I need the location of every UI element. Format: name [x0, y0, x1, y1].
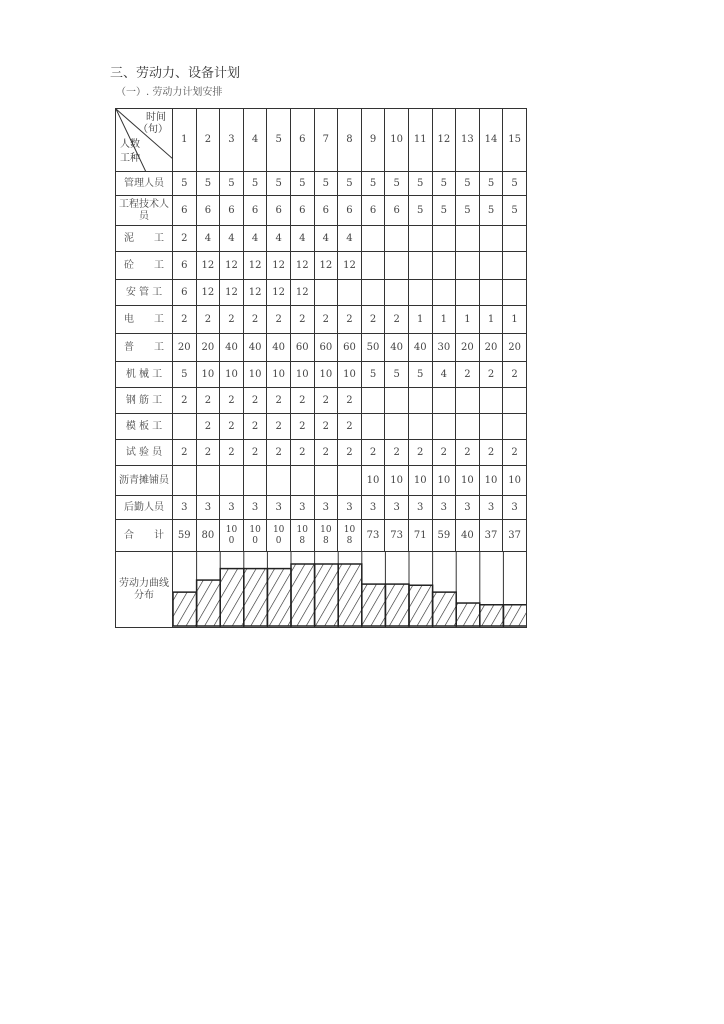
table-cell: 59	[432, 520, 456, 552]
table-cell: 10	[456, 466, 480, 496]
table-cell: 5	[408, 196, 432, 226]
labor-curve-bar	[267, 569, 291, 626]
table-cell	[385, 414, 409, 440]
table-cell: 5	[385, 172, 409, 196]
table-cell: 71	[408, 520, 432, 552]
table-cell: 12	[243, 252, 267, 280]
table-cell: 2	[220, 306, 244, 334]
table-cell: 2	[338, 306, 362, 334]
table-cell	[361, 280, 385, 306]
table-cell: 10	[338, 362, 362, 388]
table-cell: 3	[432, 496, 456, 520]
table-cell: 2	[290, 414, 314, 440]
table-cell: 2	[314, 414, 338, 440]
table-cell	[173, 466, 197, 496]
table-cell: 10	[503, 466, 527, 496]
table-cell: 4	[243, 226, 267, 252]
column-header-period: 4	[243, 109, 267, 172]
table-cell: 20	[196, 334, 220, 362]
table-cell: 2	[290, 388, 314, 414]
table-cell	[385, 226, 409, 252]
table-cell	[385, 280, 409, 306]
table-row	[116, 196, 527, 226]
labor-curve-bar	[220, 569, 244, 626]
table-cell: 2	[408, 440, 432, 466]
table-cell: 12	[338, 252, 362, 280]
table-cell	[338, 280, 362, 306]
labor-curve-row	[116, 552, 527, 628]
table-cell: 2	[338, 440, 362, 466]
table-cell: 2	[267, 388, 291, 414]
table-cell: 1	[432, 306, 456, 334]
table-cell: 6	[173, 280, 197, 306]
table-cell	[456, 226, 480, 252]
table-cell	[503, 252, 527, 280]
table-cell: 37	[503, 520, 527, 552]
table-cell: 2	[314, 440, 338, 466]
table-cell	[432, 280, 456, 306]
labor-curve-svg	[173, 552, 526, 628]
column-header-period: 8	[338, 109, 362, 172]
column-header-period: 5	[267, 109, 291, 172]
column-header-period: 3	[220, 109, 244, 172]
table-cell	[196, 466, 220, 496]
table-cell: 2	[243, 440, 267, 466]
table-cell	[408, 414, 432, 440]
table-cell: 10	[408, 466, 432, 496]
table-cell: 5	[196, 172, 220, 196]
table-cell	[290, 466, 314, 496]
table-cell: 2	[290, 306, 314, 334]
column-header-period: 7	[314, 109, 338, 172]
table-cell: 2	[196, 306, 220, 334]
table-cell: 6	[173, 252, 197, 280]
table-cell: 40	[385, 334, 409, 362]
total-row	[116, 520, 527, 552]
table-cell	[479, 414, 503, 440]
table-cell: 3	[385, 496, 409, 520]
table-cell: 80	[196, 520, 220, 552]
table-cell: 100	[267, 520, 291, 552]
labor-curve-bar	[338, 564, 362, 626]
table-cell: 3	[503, 496, 527, 520]
table-cell: 2	[267, 306, 291, 334]
curve-label: 劳动力曲线分布	[116, 552, 173, 628]
column-header-period: 1	[173, 109, 197, 172]
table-cell: 2	[196, 388, 220, 414]
table-row	[116, 226, 527, 252]
table-cell: 5	[503, 172, 527, 196]
row-label: 沥青摊铺员	[116, 466, 173, 496]
table-cell: 2	[385, 440, 409, 466]
table-cell: 6	[173, 196, 197, 226]
table-cell: 20	[456, 334, 480, 362]
table-cell: 10	[243, 362, 267, 388]
table-cell: 10	[220, 362, 244, 388]
table-cell: 5	[361, 172, 385, 196]
table-cell	[456, 252, 480, 280]
table-cell	[432, 226, 456, 252]
table-cell: 1	[408, 306, 432, 334]
labor-curve-bar	[480, 605, 504, 626]
table-cell: 3	[314, 496, 338, 520]
table-row	[116, 280, 527, 306]
table-cell: 2	[267, 414, 291, 440]
table-cell: 10	[290, 362, 314, 388]
corner-label-period: （旬）	[138, 124, 168, 135]
table-cell: 10	[196, 362, 220, 388]
table-cell: 2	[267, 440, 291, 466]
table-cell	[479, 280, 503, 306]
row-label: 普 工	[116, 334, 173, 362]
table-cell: 60	[290, 334, 314, 362]
table-row	[116, 252, 527, 280]
table-cell: 5	[314, 172, 338, 196]
table-cell: 5	[290, 172, 314, 196]
column-header-period: 13	[456, 109, 480, 172]
column-header-period: 6	[290, 109, 314, 172]
table-cell: 5	[361, 362, 385, 388]
table-cell: 2	[220, 414, 244, 440]
table-cell	[408, 280, 432, 306]
table-cell: 3	[220, 496, 244, 520]
table-cell: 12	[243, 280, 267, 306]
table-cell: 3	[243, 496, 267, 520]
row-label: 后勤人员	[116, 496, 173, 520]
table-cell: 5	[479, 172, 503, 196]
table-cell: 5	[267, 172, 291, 196]
table-cell: 12	[290, 252, 314, 280]
row-label: 电 工	[116, 306, 173, 334]
table-cell: 12	[220, 280, 244, 306]
table-cell: 2	[503, 440, 527, 466]
table-cell: 2	[338, 388, 362, 414]
table-cell	[361, 388, 385, 414]
table-cell: 12	[196, 280, 220, 306]
column-header-period: 9	[361, 109, 385, 172]
table-cell: 4	[338, 226, 362, 252]
table-cell: 12	[220, 252, 244, 280]
column-header-period: 15	[503, 109, 527, 172]
table-cell: 2	[479, 362, 503, 388]
table-cell: 2	[196, 414, 220, 440]
table-cell: 2	[503, 362, 527, 388]
table-cell: 2	[173, 306, 197, 334]
table-cell	[479, 226, 503, 252]
table-cell: 40	[267, 334, 291, 362]
table-cell	[432, 252, 456, 280]
table-cell	[361, 226, 385, 252]
table-cell: 2	[432, 440, 456, 466]
column-header-period: 10	[385, 109, 409, 172]
row-label: 工程技术人员	[116, 196, 173, 226]
column-header-period: 12	[432, 109, 456, 172]
table-cell: 40	[243, 334, 267, 362]
table-cell: 2	[173, 226, 197, 252]
table-cell: 5	[385, 362, 409, 388]
subsection-heading: （一）. 劳动力计划安排	[116, 87, 223, 98]
header-corner-cell	[116, 109, 173, 172]
table-cell: 2	[456, 362, 480, 388]
table-cell: 40	[456, 520, 480, 552]
table-cell: 10	[479, 466, 503, 496]
row-label: 砼 工	[116, 252, 173, 280]
table-cell	[267, 466, 291, 496]
table-cell: 12	[314, 252, 338, 280]
column-header-period: 2	[196, 109, 220, 172]
corner-label-count: 人数	[120, 139, 140, 150]
table-cell: 10	[267, 362, 291, 388]
table-cell: 20	[173, 334, 197, 362]
row-label: 模 板 工	[116, 414, 173, 440]
table-cell: 59	[173, 520, 197, 552]
table-cell: 5	[220, 172, 244, 196]
table-cell: 20	[479, 334, 503, 362]
row-label: 管理人员	[116, 172, 173, 196]
table-cell: 5	[479, 196, 503, 226]
corner-label-time: 时间	[146, 112, 166, 123]
table-cell: 3	[479, 496, 503, 520]
table-cell: 73	[361, 520, 385, 552]
table-cell: 3	[456, 496, 480, 520]
table-cell: 4	[432, 362, 456, 388]
table-cell: 3	[267, 496, 291, 520]
table-cell	[456, 280, 480, 306]
table-cell: 5	[432, 196, 456, 226]
labor-curve-bar	[433, 592, 457, 626]
table-cell: 6	[267, 196, 291, 226]
table-cell: 2	[243, 306, 267, 334]
table-cell: 100	[220, 520, 244, 552]
row-label: 安 管 工	[116, 280, 173, 306]
table-cell	[456, 414, 480, 440]
table-cell	[338, 466, 362, 496]
table-cell: 37	[479, 520, 503, 552]
table-cell: 2	[220, 388, 244, 414]
table-cell	[432, 388, 456, 414]
table-cell: 2	[196, 440, 220, 466]
table-cell: 5	[432, 172, 456, 196]
table-cell: 2	[338, 414, 362, 440]
row-label: 泥 工	[116, 226, 173, 252]
table-cell: 12	[267, 280, 291, 306]
table-cell: 6	[338, 196, 362, 226]
table-cell: 4	[267, 226, 291, 252]
table-cell	[503, 388, 527, 414]
table-cell: 108	[338, 520, 362, 552]
column-header-period: 14	[479, 109, 503, 172]
table-cell	[432, 414, 456, 440]
table-cell	[408, 388, 432, 414]
table-cell: 6	[196, 196, 220, 226]
labor-curve-bar	[409, 585, 433, 626]
table-row	[116, 334, 527, 362]
table-row	[116, 466, 527, 496]
table-cell: 3	[290, 496, 314, 520]
table-cell: 2	[479, 440, 503, 466]
table-cell: 2	[173, 440, 197, 466]
labor-curve-bar	[362, 584, 386, 626]
table-cell: 12	[196, 252, 220, 280]
table-cell: 2	[314, 388, 338, 414]
table-cell: 60	[314, 334, 338, 362]
table-cell	[456, 388, 480, 414]
table-cell: 2	[361, 306, 385, 334]
table-cell	[503, 280, 527, 306]
column-header-period: 11	[408, 109, 432, 172]
table-cell: 6	[385, 196, 409, 226]
table-cell: 1	[503, 306, 527, 334]
table-cell: 5	[338, 172, 362, 196]
table-cell: 73	[385, 520, 409, 552]
table-cell	[408, 226, 432, 252]
row-label: 试 验 员	[116, 440, 173, 466]
table-cell: 40	[408, 334, 432, 362]
labor-curve-bar	[315, 564, 339, 626]
table-row	[116, 172, 527, 196]
corner-label-trade: 工种	[120, 153, 140, 164]
table-cell	[243, 466, 267, 496]
table-cell: 2	[385, 306, 409, 334]
table-cell: 5	[173, 172, 197, 196]
table-cell: 60	[338, 334, 362, 362]
table-cell: 4	[196, 226, 220, 252]
table-cell: 3	[408, 496, 432, 520]
table-cell	[314, 280, 338, 306]
table-cell: 40	[220, 334, 244, 362]
table-cell: 100	[243, 520, 267, 552]
labor-curve-bar	[244, 569, 268, 626]
labor-curve-bar	[197, 580, 221, 626]
table-cell: 1	[479, 306, 503, 334]
table-cell: 2	[243, 388, 267, 414]
table-cell: 2	[243, 414, 267, 440]
table-cell: 12	[267, 252, 291, 280]
table-cell: 10	[361, 466, 385, 496]
table-row	[116, 362, 527, 388]
table-cell: 6	[290, 196, 314, 226]
table-cell: 108	[290, 520, 314, 552]
table-row	[116, 306, 527, 334]
table-cell: 5	[456, 196, 480, 226]
table-cell: 5	[243, 172, 267, 196]
labor-curve-bar	[173, 592, 197, 626]
table-cell: 3	[173, 496, 197, 520]
table-cell: 3	[196, 496, 220, 520]
section-heading: 三、劳动力、设备计划	[110, 66, 241, 81]
labor-curve-chart	[173, 552, 527, 628]
labor-curve-bar	[456, 603, 480, 626]
table-cell: 12	[290, 280, 314, 306]
table-cell	[408, 252, 432, 280]
table-cell: 10	[432, 466, 456, 496]
table-cell: 10	[385, 466, 409, 496]
table-cell: 5	[456, 172, 480, 196]
table-cell: 2	[173, 388, 197, 414]
table-cell	[385, 252, 409, 280]
table-cell: 6	[243, 196, 267, 226]
table-cell	[479, 252, 503, 280]
labor-curve-bar	[291, 564, 315, 626]
table-cell: 3	[338, 496, 362, 520]
table-row	[116, 388, 527, 414]
table-cell: 50	[361, 334, 385, 362]
table-cell: 2	[361, 440, 385, 466]
table-cell: 20	[503, 334, 527, 362]
table-cell: 6	[314, 196, 338, 226]
table-cell: 2	[220, 440, 244, 466]
table-cell: 30	[432, 334, 456, 362]
table-cell: 1	[456, 306, 480, 334]
table-cell: 3	[361, 496, 385, 520]
table-cell: 5	[503, 196, 527, 226]
table-cell	[385, 388, 409, 414]
table-cell	[361, 414, 385, 440]
table-cell: 5	[173, 362, 197, 388]
table-cell: 108	[314, 520, 338, 552]
table-header-row	[116, 109, 527, 172]
table-cell: 4	[290, 226, 314, 252]
table-cell: 5	[408, 362, 432, 388]
table-cell: 4	[314, 226, 338, 252]
table-cell: 2	[456, 440, 480, 466]
labor-curve-bar	[503, 605, 526, 626]
row-label: 合 计	[116, 520, 173, 552]
table-cell	[503, 414, 527, 440]
table-cell: 2	[290, 440, 314, 466]
table-cell: 6	[220, 196, 244, 226]
table-row	[116, 440, 527, 466]
table-row	[116, 496, 527, 520]
table-row	[116, 414, 527, 440]
table-cell	[220, 466, 244, 496]
table-cell: 5	[408, 172, 432, 196]
labor-curve-bar	[385, 584, 409, 626]
row-label: 钢 筋 工	[116, 388, 173, 414]
table-cell: 10	[314, 362, 338, 388]
table-cell	[361, 252, 385, 280]
table-cell: 2	[314, 306, 338, 334]
table-cell	[314, 466, 338, 496]
table-cell: 6	[361, 196, 385, 226]
table-cell: 4	[220, 226, 244, 252]
row-label: 机 械 工	[116, 362, 173, 388]
table-cell	[479, 388, 503, 414]
table-cell	[173, 414, 197, 440]
table-cell	[503, 226, 527, 252]
labor-plan-table	[115, 108, 527, 628]
